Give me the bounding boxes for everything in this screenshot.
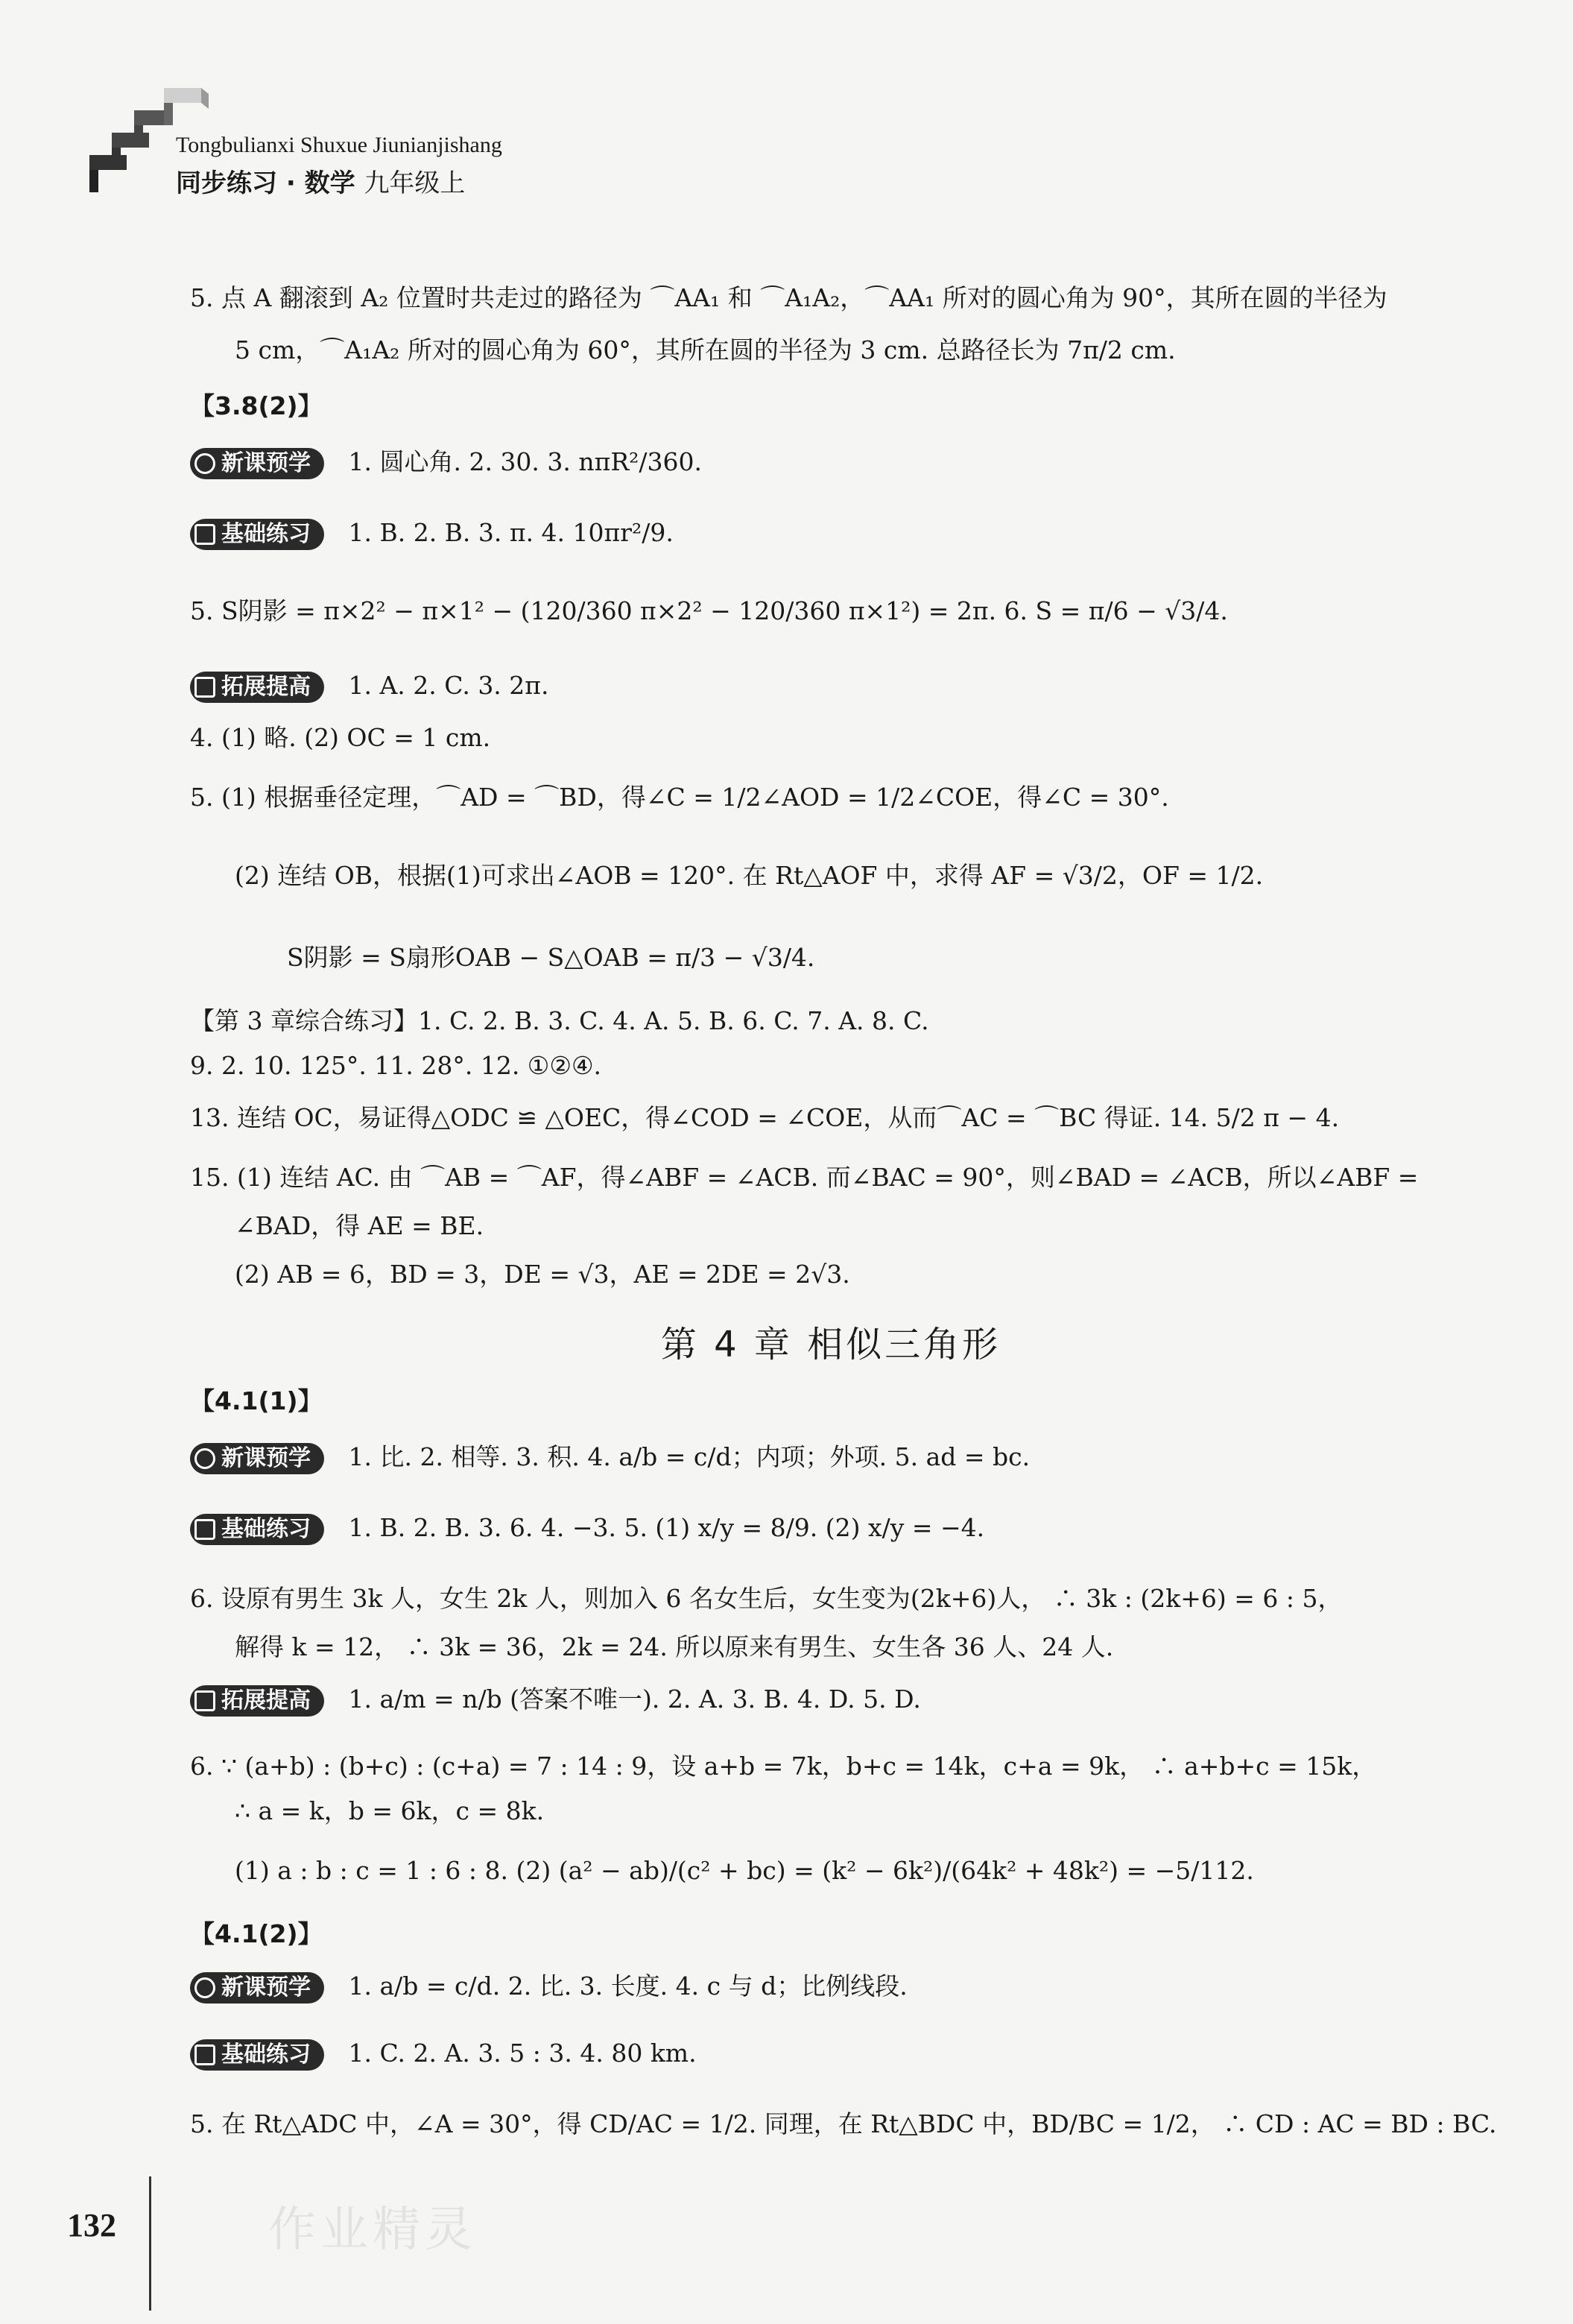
preview-badge: 新课预学: [190, 1972, 324, 2003]
book-icon: [194, 1519, 215, 1540]
clock-icon: [194, 453, 215, 474]
basic-badge: 基础练习: [190, 1514, 324, 1545]
answer-text: 1. A. 2. C. 3. 2π.: [348, 671, 549, 700]
preview-badge: 新课预学: [190, 1443, 324, 1474]
section-heading: 【3.8(2)】: [190, 391, 323, 420]
answer-row: [190, 1513, 984, 1545]
answer-line: 9. 2. 10. 125°. 11. 28°. 12. ①②④.: [190, 1051, 602, 1080]
answer-row: [190, 447, 702, 479]
answer-line: 5. 点 A 翻滚到 A₂ 位置时共走过的路径为 ⌒AA₁ 和 ⌒A₁A₂，⌒AA₁ 所对的圆心角为 90°，其所在圆的半径为: [190, 283, 1387, 312]
chapter-title: 第 4 章 相似三角形: [660, 1324, 1001, 1365]
answer-line: S阴影 = S扇形OAB − S△OAB = π/3 − √3/4.: [287, 943, 815, 972]
answer-line: 【第 3 章综合练习】1. C. 2. B. 3. C. 4. A. 5. B. 6. C. 7. A. 8. C.: [190, 1006, 929, 1035]
clock-icon: [194, 1448, 215, 1469]
answer-row: [190, 1442, 1030, 1474]
section-heading: 【4.1(2)】: [190, 1919, 323, 1948]
extend-badge: 拓展提高: [190, 1685, 324, 1717]
answer-line: ∴ a = k，b = 6k，c = 8k.: [235, 1796, 545, 1825]
basic-badge: 基础练习: [190, 519, 324, 550]
answer-text: 1. C. 2. A. 3. 5 : 3. 4. 80 km.: [348, 2039, 697, 2068]
watermark-text: 作业精灵: [268, 2203, 477, 2258]
answer-line: 15. (1) 连结 AC. 由 ⌒AB = ⌒AF，得∠ABF = ∠ACB. 而∠BAC = 90°，则∠BAD = ∠ACB，所以∠ABF =: [190, 1163, 1419, 1192]
answer-line: 解得 k = 12， ∴ 3k = 36，2k = 24. 所以原来有男生、女生各 36 人、24 人.: [235, 1632, 1114, 1661]
answer-line: 5. 在 Rt△ADC 中，∠A = 30°，得 CD/AC = 1/2. 同理，在 Rt△BDC 中，BD/BC = 1/2， ∴ CD : AC = BD : BC.: [190, 2109, 1497, 2138]
answer-text: 1. 比. 2. 相等. 3. 积. 4. a/b = c/d；内项；外项. 5. ad = bc.: [348, 1442, 1031, 1471]
answer-text: 1. B. 2. B. 3. π. 4. 10πr²/9.: [348, 518, 674, 547]
extend-badge: 拓展提高: [190, 672, 324, 703]
answer-row: [190, 2039, 697, 2071]
page-divider: [149, 2176, 151, 2311]
book-icon: [194, 677, 215, 698]
book-title: 同步练习 · 数学: [176, 168, 355, 198]
answer-line: (1) a : b : c = 1 : 6 : 8. (2) (a² − ab)/(c² + bc) = (k² − 6k²)/(64k² + 48k²) = −5/112.: [235, 1856, 1254, 1885]
answer-line: 4. (1) 略. (2) OC = 1 cm.: [190, 723, 491, 752]
book-icon: [194, 2044, 215, 2065]
grade-label: 九年级上: [364, 168, 466, 198]
answer-row: [190, 1684, 921, 1717]
section-heading: 【4.1(1)】: [190, 1386, 323, 1415]
header-pinyin: Tongbulianxi Shuxue Jiunianjishang: [176, 133, 502, 157]
clock-icon: [194, 1977, 215, 1998]
answer-line: (2) AB = 6，BD = 3，DE = √3，AE = 2DE = 2√3.: [235, 1260, 850, 1289]
answer-line: (2) 连结 OB，根据(1)可求出∠AOB = 120°. 在 Rt△AOF 中，求得 AF = √3/2，OF = 1/2.: [235, 861, 1264, 890]
page-number: 132: [67, 2207, 116, 2244]
answer-text: 1. B. 2. B. 3. 6. 4. −3. 5. (1) x/y = 8/9. (2) x/y = −4.: [348, 1513, 985, 1542]
answer-line: 13. 连结 OC，易证得△ODC ≌ △OEC，得∠COD = ∠COE，从而⌒AC = ⌒BC 得证. 14. 5/2 π − 4.: [190, 1103, 1340, 1132]
answer-row: [190, 671, 548, 703]
answer-text: 1. a/b = c/d. 2. 比. 3. 长度. 4. c 与 d；比例线段.: [348, 1971, 908, 2001]
answer-line: 5. S阴影 = π×2² − π×1² − (120/360 π×2² − 120/360 π×1²) = 2π. 6. S = π/6 − √3/4.: [190, 596, 1228, 625]
answer-line: ∠BAD，得 AE = BE.: [235, 1211, 484, 1240]
answer-row: [190, 1971, 908, 2003]
answer-row: [190, 518, 674, 550]
answer-text: 1. 圆心角. 2. 30. 3. nπR²/360.: [348, 447, 702, 476]
book-icon: [194, 524, 215, 545]
answer-text: 1. a/m = n/b (答案不唯一). 2. A. 3. B. 4. D. 5. D.: [348, 1684, 921, 1714]
answer-line: 5. (1) 根据垂径定理，⌒AD = ⌒BD，得∠C = 1/2∠AOD = 1/2∠COE，得∠C = 30°.: [190, 783, 1169, 812]
answer-line: 6. ∵ (a+b) : (b+c) : (c+a) = 7 : 14 : 9，设 a+b = 7k，b+c = 14k，c+a = 9k， ∴ a+b+c = 15k，: [190, 1752, 1377, 1781]
preview-badge: 新课预学: [190, 448, 324, 479]
answer-line: 5 cm，⌒A₁A₂ 所对的圆心角为 60°，其所在圆的半径为 3 cm. 总路径长为 7π/2 cm.: [235, 335, 1176, 364]
answer-line: 6. 设原有男生 3k 人，女生 2k 人，则加入 6 名女生后，女生变为(2k+6)人， ∴ 3k : (2k+6) = 6 : 5，: [190, 1584, 1343, 1613]
book-icon: [194, 1690, 215, 1711]
header-title: [176, 162, 465, 199]
basic-badge: 基础练习: [190, 2039, 324, 2071]
